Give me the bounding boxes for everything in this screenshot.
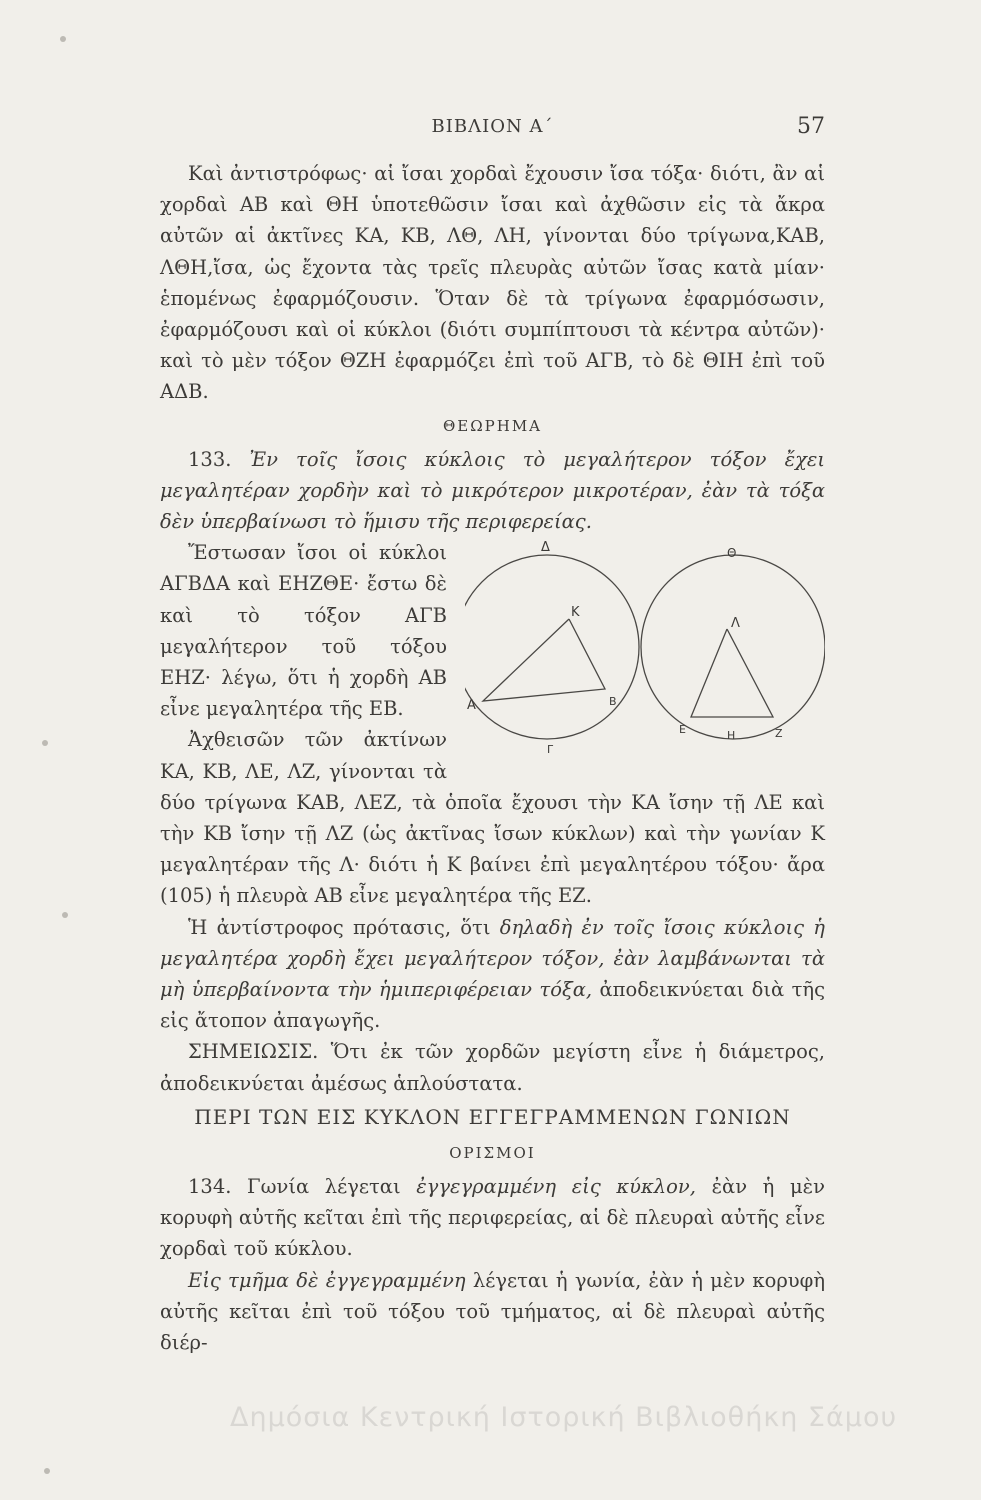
note-label: ΣΗΜΕΙΩΣΙΣ. <box>188 1040 319 1064</box>
two-circles-figure <box>465 541 825 767</box>
page-header <box>160 116 825 146</box>
note-text: Ὅτι ἐκ τῶν χορδῶν μεγίστη εἶνε ἡ διάμετρος, ἀποδεικνύεται ἀμέσως ἁπλούστατα. <box>160 1040 826 1095</box>
label-eta: Η <box>727 729 736 743</box>
definition-1-a: Γωνία λέγεται <box>247 1174 401 1198</box>
figure-svg <box>465 541 825 767</box>
theorem-133 <box>160 444 825 538</box>
circle-ehzth <box>641 555 825 739</box>
label-zeta: Ζ <box>775 727 783 741</box>
definition-2-term: Εἰς τμῆμα δὲ ἐγγεγραμμένη <box>188 1268 466 1292</box>
label-beta: Β <box>609 695 617 709</box>
theorem-statement: Ἐν τοῖς ἴσοις κύκλοις τὸ μεγαλήτερον τόξον ἔχει μεγαλητέραν χορδὴν καὶ τὸ μικρότερον μικροτέραν, ἐὰν τὰ τόξα δὲν ὑπερβαίνωσι τὸ ἥμισυ τῆς περιφερείας. <box>160 447 825 534</box>
triangle-kab <box>483 619 605 701</box>
label-delta: Δ <box>541 541 550 556</box>
definitions-heading: ΟΡΙΣΜΟΙ <box>449 1143 536 1162</box>
running-title: ΒΙΒΛΙΟΝ Α΄ <box>431 116 554 137</box>
label-theta: Θ <box>727 546 737 561</box>
margin-speck <box>44 1468 50 1474</box>
label-kappa: Κ <box>571 605 580 621</box>
triangle-lez <box>691 629 773 717</box>
definition-number: 134. <box>188 1174 232 1198</box>
library-watermark: Δημόσια Κεντρική Ιστορική Βιβλιοθήκη Σάμου <box>230 1402 898 1433</box>
margin-speck <box>62 912 68 918</box>
label-alpha: Α <box>467 698 476 714</box>
body-text <box>160 158 825 1358</box>
label-epsilon: Ε <box>679 723 686 737</box>
definition-134 <box>160 1171 825 1265</box>
converse-italic: δηλαδὴ ἐν τοῖς ἴσοις κύκλοις ἡ μεγαλητέρα χορδὴ ἔχει μεγαλήτερον τόξον, ἐὰν λαμβάνωνται τὰ μὴ ὑπερβαίνοντα τὴν ἡμιπεριφέρειαν τόξα, <box>160 915 825 1002</box>
paragraph-converse-statement <box>160 912 825 1037</box>
circle-agbd <box>465 555 639 739</box>
definition-1-term: ἐγγεγραμμένη εἰς κύκλον, <box>416 1174 696 1198</box>
converse-start: Ἡ ἀντίστροφος πρότασις, ὅτι <box>188 915 491 939</box>
paragraph-given: Ἔστωσαν ἴσοι οἱ κύκλοι ΑΓΒΔΑ καὶ ΕΗΖΘΕ· ἔστω δὲ καὶ τὸ τόξον ΑΓΒ μεγαλήτερον τοῦ τόξου ΕΗΖ· λέγω, ὅτι ἡ χορδὴ ΑΒ εἶνε μεγαλητέρα τῆς ΕΒ. <box>160 541 447 721</box>
margin-speck <box>42 740 48 746</box>
theorem-number: 133. <box>188 447 232 471</box>
definition-2-b: λέγεται ἡ γωνία, ἐὰν ἡ μὲν κορυφὴ αὐτῆς κεῖται ἐπὶ τοῦ τόξου τοῦ τμήματος, αἱ δὲ πλευραὶ αὐτῆς διέρ- <box>160 1268 825 1354</box>
page-number: 57 <box>797 114 825 139</box>
theorem-heading: ΘΕΩΡΗΜΑ <box>442 416 543 435</box>
label-gamma: Γ <box>547 743 554 757</box>
section-title: ΠΕΡΙ ΤΩΝ ΕΙΣ ΚΥΚΛΟΝ ΕΓΓΕΓΡΑΜΜΕΝΩΝ ΓΩΝΙΩΝ <box>194 1104 791 1129</box>
definition-1-b: ἐὰν ἡ μὲν κορυφὴ αὐτῆς κεῖται ἐπὶ τῆς περιφερείας, αἱ δὲ πλευραὶ αὐτῆς εἶνε χορδαὶ τοῦ κύκλου. <box>160 1174 825 1261</box>
note-paragraph <box>160 1036 825 1098</box>
paragraph-converse: Καὶ ἀντιστρόφως· αἱ ἴσαι χορδαὶ ἔχουσιν ἴσα τόξα· διότι, ἂν αἱ χορδαὶ ΑΒ καὶ ΘΗ ὑποτεθῶσιν ἴσαι καὶ ἀχθῶσιν εἰς τὰ ἄκρα αὐτῶν αἱ ἀκτῖνες ΚΑ, ΚΒ, ΛΘ, ΛΗ, γίνονται δύο τρίγωνα,ΚΑΒ, ΛΘΗ,ἴσα, ὡς ἔχοντα τὰς τρεῖς πλευρὰς αὐτῶν ἴσας κατὰ μίαν· ἑπομένως ἐφαρμόζουσιν. Ὅταν δὲ τὰ τρίγωνα ἐφαρμόσωσιν, ἐφαρμόζουσι καὶ οἱ κύκλοι (διότι συμπίπτουσι τὰ κέντρα αὐτῶν)· καὶ τὸ μὲν τόξον ΘΖΗ ἐφαρμόζει ἐπὶ τοῦ ΑΓΒ, τὸ δὲ ΘΙΗ ἐπὶ τοῦ ΑΔΒ. <box>160 162 825 404</box>
margin-speck <box>60 36 66 42</box>
converse-end: ἀποδεικνύεται διὰ τῆς εἰς ἄτοπον ἀπαγωγῆς. <box>160 978 826 1033</box>
label-lambda: Λ <box>731 616 740 632</box>
paragraph-proof: Ἀχθεισῶν τῶν ἀκτίνων ΚΑ, ΚΒ, ΛΕ, ΛΖ, γίνονται τὰ δύο τρίγωνα ΚΑΒ, ΛΕΖ, τὰ ὁποῖα ἔχουσι τὴν ΚΑ ἴσην τῇ ΛΕ καὶ τὴν ΚΒ ἴσην τῇ ΛΖ (ὡς ἀκτῖνας ἴσων κύκλων) καὶ τὴν γωνίαν Κ μεγαλητέραν τῆς Λ· διότι ἡ Κ βαίνει ἐπὶ μεγαλητέρου τόξου· ἄρα (105) ἡ πλευρὰ ΑΒ εἶνε μεγαλητέρα τῆς ΕΖ. <box>160 728 825 908</box>
definition-segment <box>160 1265 825 1359</box>
